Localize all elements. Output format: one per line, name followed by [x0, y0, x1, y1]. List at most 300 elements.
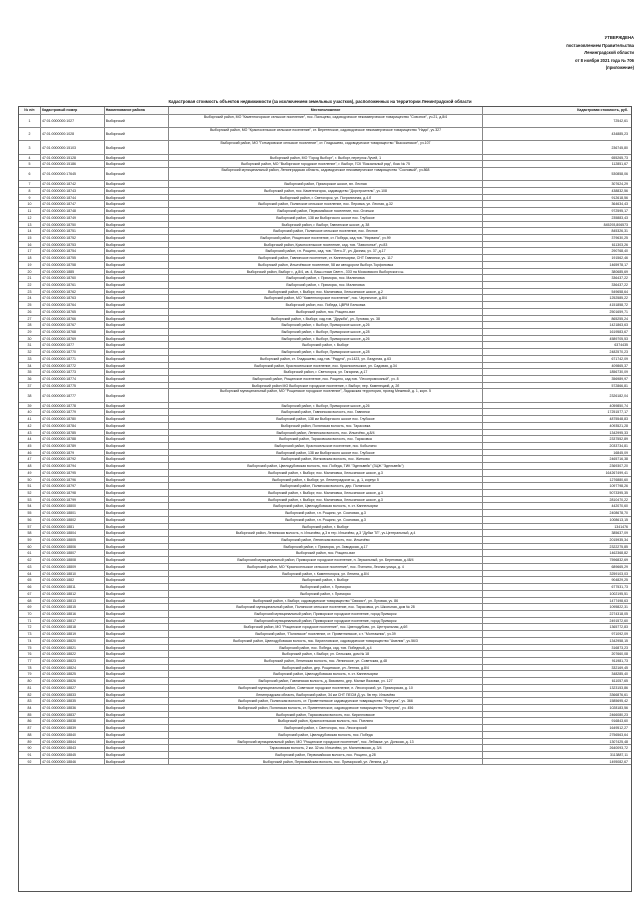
- cell-location: Выборгский район, г. Приморск, пос. Малиновка: [169, 275, 484, 281]
- cell-cadastral: 47:01:0000000:18823: [41, 658, 105, 664]
- cell-value: 2756563,64: [609, 732, 628, 737]
- cell-no: 47: [19, 456, 41, 462]
- cell-no: 33: [19, 356, 41, 362]
- cell-district: Выборгский: [105, 275, 169, 281]
- table-row: [19, 235, 631, 242]
- cell-cadastral: 47:01:0000000:18795: [41, 470, 105, 476]
- table-row: [19, 638, 631, 645]
- table-row: [19, 248, 631, 255]
- approval-line-1: УТВЕРЖДЕНА: [604, 35, 634, 40]
- cell-district: Выборгский: [105, 685, 169, 691]
- cell-no: 32: [19, 349, 41, 355]
- cell-value: 5073395,35: [609, 491, 628, 495]
- cell-location: Выборгский муниципальный район, МО "Рощинское городское поселение", пос. Лебяжье, ул. Донская, д. 13: [169, 739, 484, 745]
- cell-location: Выборгский район, г. Выборг: [169, 577, 484, 583]
- cell-value: 1462368,82: [609, 551, 628, 556]
- cell-cadastral: 47:01:0000000:18810: [41, 571, 105, 577]
- cell-district: Выборгский: [105, 497, 169, 503]
- cell-location: Выборгский район, г. Выборг, пос. Малиновка, Хельсинское шоссе, д.2: [169, 289, 484, 295]
- cell-location: Выборгский муниципальный район, Полянское сельское поселение, пос. Тарасовка, ул. Школьная, дом № 28: [169, 604, 484, 610]
- cell-value: 385637,09: [611, 531, 628, 536]
- table-row: [19, 739, 631, 746]
- cell-cadastral: 47:01:0000000:18755: [41, 255, 105, 261]
- cell-district: Выборгский: [105, 168, 169, 180]
- table-row: [19, 557, 631, 564]
- table-row: [19, 336, 631, 343]
- cell-district: Выборгский: [105, 530, 169, 536]
- cell-no: 18: [19, 255, 41, 261]
- cell-no: 57: [19, 524, 41, 530]
- cell-district: Выборгский: [105, 255, 169, 261]
- cell-value: 1342995,33: [609, 430, 628, 435]
- cell-district: Выборгский: [105, 436, 169, 442]
- cell-value: 2465716,38: [609, 457, 628, 462]
- table-row: [19, 712, 631, 719]
- cell-district: Выборгский: [105, 322, 169, 328]
- cell-location: Выборгский район, МО "Гончаровское сельское поселение", ст. Гладышево, садоводческое товарищество "Высокинское", уч.107: [169, 141, 484, 153]
- cell-no: 43: [19, 430, 41, 436]
- cell-cadastral: 47:01:0000000:18805: [41, 537, 105, 543]
- cell-no: 7: [19, 181, 41, 187]
- cell-district: Выборгский: [105, 248, 169, 254]
- cell-cadastral: 47:01:0000000:18837: [41, 712, 105, 718]
- cell-cadastral: 47:01:0000000:18785: [41, 430, 105, 436]
- cell-district: Выборгский: [105, 416, 169, 422]
- cell-location: Выборгский район, Ильичёвское поселение, 58 км автодороги Выборг-Торфяновка: [169, 262, 484, 268]
- cell-no: 71: [19, 618, 41, 624]
- cell-value: 530858,06: [611, 172, 628, 177]
- cell-no: 38: [19, 389, 41, 401]
- cell-no: 12: [19, 215, 41, 221]
- cell-no: 62: [19, 557, 41, 563]
- cell-cadastral: 47:01:0000000:1028: [41, 128, 105, 140]
- table-row: [19, 544, 631, 551]
- cell-value: 6374435: [614, 343, 628, 348]
- cell-no: 84: [19, 705, 41, 711]
- table-row: [19, 128, 631, 141]
- cell-no: 56: [19, 517, 41, 523]
- cell-district: Выборгский: [105, 201, 169, 207]
- cell-value: 1365772,83: [609, 625, 628, 630]
- cell-district: Выборгский: [105, 195, 169, 201]
- table-row: [19, 329, 631, 336]
- cell-cadastral: 47:01:0000000:18765: [41, 309, 105, 315]
- cell-district: Выборгский: [105, 490, 169, 496]
- cell-value: 611057,65: [611, 679, 628, 684]
- header-value: Кадастровая стоимость, руб.: [577, 108, 628, 112]
- cell-cadastral: 47:01:0000000:18844: [41, 739, 105, 745]
- cell-location: Выборгский муниципальный район, Приморское городское поселение, город Приморск: [169, 611, 484, 617]
- cell-value: 2640093,72: [609, 746, 628, 751]
- table-row: [19, 665, 631, 672]
- cell-cadastral: 47:01:0000000:18811: [41, 584, 105, 590]
- cell-location: Выборгский район, Тарасовская волость, пос. Кирилловское: [169, 712, 484, 718]
- cell-location: Выборгский район, г.п. Рощино, сад. тов. "Лето-3", ул. Дачная, уч. 37, д.17: [169, 248, 484, 254]
- cell-no: 79: [19, 671, 41, 677]
- table-row: [19, 316, 631, 323]
- table-row: [19, 524, 631, 531]
- cell-value: 72542,61: [613, 119, 628, 124]
- cell-cadastral: 47:01:0000000:18839: [41, 725, 105, 731]
- table-row: [19, 752, 631, 759]
- cell-no: 1: [19, 115, 41, 127]
- cell-value: 1649512,27: [609, 726, 628, 731]
- cell-cadastral: 47:01:0000000:1882: [41, 577, 105, 583]
- table-row: [19, 456, 631, 463]
- cell-district: Выборгский: [105, 383, 169, 389]
- cell-cadastral: 47:01:0000000:18760: [41, 275, 105, 281]
- cell-value: 4093521,28: [609, 423, 628, 428]
- cell-cadastral: 47:01:0000000:18792: [41, 456, 105, 462]
- table-row: [19, 718, 631, 725]
- cell-district: Выборгский: [105, 611, 169, 617]
- cell-value: 845293,806573: [603, 222, 628, 227]
- header-no: № п/п: [19, 107, 41, 114]
- cell-no: 91: [19, 752, 41, 758]
- cell-value: 307624,29: [611, 182, 628, 187]
- cell-location: Выборгский район, Цвелодубовская волость, пос. Победа, ТИК "Эдельвейс" (ЗЦЖ "Эдельвейс"): [169, 463, 484, 469]
- cell-location: Выборгский район, МО "Красносельское сельское поселение", пос. Пчелино, Лесная улица, д. 4: [169, 564, 484, 570]
- cell-value: 356989,97: [611, 377, 628, 382]
- cell-location: Выборгский район, 138 км Выборгского шоссе пос. Глубокое: [169, 215, 484, 221]
- cell-district: Выборгский: [105, 557, 169, 563]
- table-row: [19, 403, 631, 410]
- cell-location: Выборгский район, г. Выборг: [169, 524, 484, 530]
- cell-no: 86: [19, 718, 41, 724]
- cell-value: 1341476: [614, 524, 628, 529]
- table-body: [19, 115, 631, 765]
- cell-cadastral: 47:01:0000000:1027: [41, 115, 105, 127]
- cell-value: 1619583,67: [609, 330, 628, 334]
- table-header-row: [19, 107, 631, 115]
- cell-district: Выборгский: [105, 638, 169, 644]
- cell-cadastral: 47:01:0000000:18769: [41, 336, 105, 342]
- cell-location: Выборгский район, г. Выборг, пос. Малиновка, Хельсинское шоссе, д.3: [169, 470, 484, 476]
- cell-value: 2033734,81: [609, 443, 628, 448]
- table-row: [19, 255, 631, 262]
- cell-no: 34: [19, 363, 41, 369]
- cell-value: 3366876,61: [609, 692, 628, 697]
- cell-cadastral: 47:01:0000000:18797: [41, 483, 105, 489]
- approval-line-5: (приложение): [605, 65, 634, 71]
- cell-district: Выборгский: [105, 228, 169, 234]
- table-row: [19, 584, 631, 591]
- cell-value: 1008613,15: [609, 517, 628, 522]
- cell-location: Выборгский район, г. Приморск, пос. Малиновка: [169, 282, 484, 288]
- cell-location: Выборгский район, г. Светогорск, ул. Пограничная, д.4.б: [169, 195, 484, 201]
- table-row: [19, 409, 631, 416]
- cell-no: 82: [19, 692, 41, 698]
- cell-no: 8: [19, 188, 41, 194]
- header-district: Наименование района: [105, 107, 169, 114]
- table-row: [19, 651, 631, 658]
- cell-value: 316873,23: [611, 645, 628, 650]
- cell-district: Выборгский: [105, 477, 169, 483]
- cell-no: 73: [19, 631, 41, 637]
- cell-value: 16845,09: [613, 450, 628, 455]
- cell-location: Выборгский район, Первомайская волость, пос. Рощино, д.28: [169, 752, 484, 758]
- cell-no: 19: [19, 262, 41, 268]
- table-row: [19, 376, 631, 383]
- cell-cadastral: 47:01:0000000:18845: [41, 752, 105, 758]
- cell-location: Выборгский район, г. Каменногорск, ул. Ленина, д.8/4: [169, 571, 484, 577]
- cell-district: Выборгский: [105, 349, 169, 355]
- cell-location: Выборгский район, Цвелодубовская волость, пос. Победа: [169, 732, 484, 738]
- cell-cadastral: 47:01:0000000:18770: [41, 349, 105, 355]
- cell-no: 37: [19, 383, 41, 389]
- cell-no: 16: [19, 242, 41, 248]
- cell-cadastral: 47:01:0000000:18798: [41, 490, 105, 496]
- cell-cadastral: 47:01:0000000:18778: [41, 403, 105, 409]
- cell-no: 90: [19, 745, 41, 751]
- cell-value: 911981,73: [611, 658, 628, 663]
- table-row: [19, 430, 631, 437]
- cell-value: 1585695,42: [609, 699, 628, 704]
- cell-district: Выборгский: [105, 718, 169, 724]
- cell-cadastral: 47:01:0000000:18773: [41, 369, 105, 375]
- cell-value: 2466080,23: [609, 712, 628, 717]
- cell-value: 912618,56: [611, 195, 628, 200]
- cell-district: Выборгский: [105, 181, 169, 187]
- cell-cadastral: 47:01:0000000:18806: [41, 544, 105, 550]
- table-row: [19, 624, 631, 631]
- cell-value: 207660,08: [611, 652, 628, 657]
- cell-district: Выборгский: [105, 577, 169, 583]
- table-row: [19, 181, 631, 188]
- cell-location: Выборгский район, Ленинская волость, пос. Ильичёво: [169, 537, 484, 543]
- cell-no: 17: [19, 248, 41, 254]
- cell-no: 55: [19, 510, 41, 516]
- cell-cadastral: 47:01:0000000:18768: [41, 329, 105, 335]
- cell-value: 845326,31: [611, 229, 628, 234]
- cell-location: Выборгский район, пос. Победа, ЦВРМ Белковка: [169, 302, 484, 308]
- cell-location: Выборгский район, Гавнинская волость, пос. Гавнинки: [169, 409, 484, 415]
- cell-location: Выборгский район, Цвелодубовская волость, п. ст. Каннельярви: [169, 503, 484, 509]
- table-row: [19, 671, 631, 678]
- table-row: [19, 389, 631, 402]
- table-row: [19, 483, 631, 490]
- cell-district: Выборгский: [105, 678, 169, 684]
- cell-cadastral: 47:01:0000000:18819: [41, 631, 105, 637]
- cell-no: 2: [19, 128, 41, 140]
- cell-district: Выборгский: [105, 363, 169, 369]
- cell-cadastral: 47:01:0000000:18750: [41, 222, 105, 228]
- table-row: [19, 745, 631, 752]
- cell-cadastral: 47:01:0000000:18754: [41, 248, 105, 254]
- cell-value: 2491572,60: [609, 618, 628, 623]
- cell-no: 63: [19, 564, 41, 570]
- cell-value: 671742,09: [611, 356, 628, 361]
- cell-value: 3113887,11: [610, 753, 628, 758]
- cell-district: Выборгский: [105, 188, 169, 194]
- cell-no: 31: [19, 342, 41, 348]
- cell-cadastral: 47:01:0000000:18821: [41, 645, 105, 651]
- cell-no: 52: [19, 490, 41, 496]
- cell-value: 1421863,63: [609, 323, 628, 328]
- cell-cadastral: 47:01:0000000:18813: [41, 598, 105, 604]
- cell-location: Выборгский район, Красносельское поселение, пос. Красносельское, ул. Садовая, д.34: [169, 363, 484, 369]
- cell-district: Выборгский: [105, 537, 169, 543]
- cell-location: Выборгский район, Выборг г., д.8/4, кв. 4, Ваш-отзыв Светл., ЗЗЗ на Московского Выборгского ш.: [169, 269, 484, 275]
- cell-no: 9: [19, 195, 41, 201]
- approval-line-4: от 8 ноября 2021 года № 706: [575, 57, 634, 63]
- cell-location: Выборгский район, г. Выборг: [169, 342, 484, 348]
- cell-value: 2326182,04: [609, 393, 628, 398]
- cell-value: 4059850,74: [609, 403, 628, 408]
- cell-value: 1095822,31: [609, 605, 628, 610]
- table-row: [19, 550, 631, 557]
- cell-value: 2810470,22: [609, 497, 628, 502]
- cell-location: Выборгский район, Первомайское поселение, пос. Огоньки: [169, 208, 484, 214]
- table-row: [19, 611, 631, 618]
- cell-no: 4: [19, 155, 41, 161]
- cell-no: 20: [19, 269, 41, 275]
- cell-district: Выборгский: [105, 269, 169, 275]
- cell-value: 336437,22: [611, 276, 628, 281]
- cell-district: Выборгский: [105, 342, 169, 348]
- cell-district: Выборгский: [105, 282, 169, 288]
- cell-value: 438832,56: [611, 188, 628, 193]
- cell-district: Выборгский: [105, 376, 169, 382]
- cell-cadastral: 47:01:0000000:18812: [41, 591, 105, 597]
- table-row: [19, 503, 631, 510]
- cell-value: 332169,45: [611, 665, 628, 670]
- cell-value: 689665,29: [611, 564, 628, 569]
- cell-location: Выборгский район, Приморское шоссе, вл. Лесная: [169, 181, 484, 187]
- cell-cadastral: 47:01:0000000:18788: [41, 436, 105, 442]
- cell-cadastral: 47:01:0000000:18843: [41, 745, 105, 751]
- cell-district: Выборгский: [105, 423, 169, 429]
- cell-district: Выборгский: [105, 598, 169, 604]
- table-row: [19, 497, 631, 504]
- cell-value: 1856730,09: [609, 370, 628, 375]
- cell-cadastral: 47:01:0000000:18752: [41, 235, 105, 241]
- cell-district: Выборгский: [105, 591, 169, 597]
- table-row: [19, 698, 631, 705]
- cell-district: Выборгский: [105, 671, 169, 677]
- cell-location: Выборгский район, г.п. Рощино, ул. Сосновая, д.3: [169, 517, 484, 523]
- cell-cadastral: 47:01:0000000:18817: [41, 618, 105, 624]
- cell-cadastral: 47:01:0000000:18808: [41, 557, 105, 563]
- cell-cadastral: 47:01:0000000:18771: [41, 356, 105, 362]
- table-row: [19, 289, 631, 296]
- cell-value: 191562,46: [611, 256, 628, 261]
- table-row: [19, 450, 631, 457]
- cell-no: 53: [19, 497, 41, 503]
- cell-district: Выборгский: [105, 208, 169, 214]
- cell-location: Выборгский район, Цвелодубовская волость, пос. Кирилловское, садоводческое товарищество "Амелия", уч.56/3: [169, 638, 484, 644]
- cell-value: 2501659,71: [609, 309, 628, 314]
- cell-location: Выборгский район, г. Светогорск, пос. Лесогорский: [169, 725, 484, 731]
- cell-district: Выборгский: [105, 645, 169, 651]
- cell-location: Выборгский район, Гавнинское поселение, ст. Каннельярви, СНТ Гавнинки, уч. 117: [169, 255, 484, 261]
- cell-location: Выборгский район, Цвелодубовская волость, п. ст. Каннельярви: [169, 671, 484, 677]
- cell-location: Выборгский район, Рощинское поселение, пос. Рощино, сад.тов. "Лесопромхозный", уч. 8: [169, 376, 484, 382]
- cell-no: 35: [19, 369, 41, 375]
- cell-no: 75: [19, 645, 41, 651]
- cell-value: 2408678,70: [609, 511, 628, 516]
- cell-location: Выборгский район, пос. Победа, сад. тов. Победный, д.4: [169, 645, 484, 651]
- cell-location: Выборгский район, пос. Каменногорск, садоводство "Дорстроитель", уч.108: [169, 188, 484, 194]
- cell-district: Выборгский: [105, 564, 169, 570]
- cell-district: Выборгский: [105, 316, 169, 322]
- cell-value: 3259103,03: [609, 571, 628, 576]
- table-row: [19, 322, 631, 329]
- table-row: [19, 208, 631, 215]
- cell-location: Выборгский район, Полянская волость, ст. Приветнинское, садоводческое товарищество "Фортуна", уч. 456: [169, 705, 484, 711]
- cell-value: 112851,67: [611, 162, 628, 167]
- cell-cadastral: 47:01:0000000:18747: [41, 201, 105, 207]
- cell-no: 50: [19, 477, 41, 483]
- table-row: [19, 201, 631, 208]
- cell-no: 24: [19, 295, 41, 301]
- cell-location: Выборгский муниципальный район, МО "Рощинское городское поселение", Ладожская территория, проезд Межевой, д. 1, корп. 5: [169, 389, 484, 401]
- table-row: [19, 295, 631, 302]
- cell-cadastral: 47:01:0000000:18764: [41, 302, 105, 308]
- cell-district: Выборгский: [105, 430, 169, 436]
- cell-no: 5: [19, 161, 41, 167]
- cell-cadastral: 47:01:0000000:1881: [41, 524, 105, 530]
- table-row: [19, 591, 631, 598]
- cell-location: Выборгский район, Рощинское поселение, ст. Победа, сад.тов. "Нирвана", уч.99: [169, 235, 484, 241]
- cell-cadastral: 47:01:0000000:18796: [41, 477, 105, 483]
- cell-cadastral: 47:01:0000000:17645: [41, 168, 105, 180]
- cell-district: Выборгский: [105, 295, 169, 301]
- table-row: [19, 537, 631, 544]
- cell-cadastral: 47:01:0000000:18743: [41, 188, 105, 194]
- table-row: [19, 309, 631, 316]
- table-row: [19, 477, 631, 484]
- cell-district: Выборгский: [105, 571, 169, 577]
- cell-cadastral: 47:01:0000000:18809: [41, 564, 105, 570]
- cell-value: 1028183,56: [609, 706, 628, 710]
- cell-cadastral: 47:01:0000000:1879: [41, 450, 105, 456]
- cell-district: Выборгский: [105, 409, 169, 415]
- cell-value: 2015935,34: [609, 538, 628, 543]
- cell-value: 290768,40: [611, 249, 628, 254]
- cell-location: Выборгский район, Ленинская волость, пос. Ленинское, ул. Советская, д.48: [169, 658, 484, 664]
- cell-cadastral: 47:01:0000000:18800: [41, 503, 105, 509]
- cell-no: 15: [19, 235, 41, 241]
- cell-value: 1342958,15: [609, 638, 628, 643]
- cell-no: 29: [19, 329, 41, 335]
- cell-district: Выборгский: [105, 470, 169, 476]
- cell-location: Тарасовская волость, 2 км. 32 км. Ильичёво, ул. Малиновская, д. 3/4: [169, 745, 484, 751]
- cell-cadastral: 47:01:0000000:18780: [41, 416, 105, 422]
- cell-cadastral: 47:01:0000000:18779: [41, 409, 105, 415]
- cell-district: Выборгский: [105, 215, 169, 221]
- table-row: [19, 161, 631, 168]
- cell-district: Выборгский: [105, 658, 169, 664]
- cell-cadastral: 47:01:0000000:1877: [41, 342, 105, 348]
- cell-value: 4875548,83: [609, 417, 628, 422]
- cell-district: Выборгский: [105, 450, 169, 456]
- cell-cadastral: 47:01:0000000:18802: [41, 517, 105, 523]
- cell-no: 61: [19, 550, 41, 556]
- cell-location: Выборгский район, Полянское сельское поселение, пос. Лесное: [169, 228, 484, 234]
- cell-cadastral: 47:01:0000000:18753: [41, 242, 105, 248]
- table-row: [19, 363, 631, 370]
- cell-district: Выборгский: [105, 443, 169, 449]
- cell-value: 1495082,67: [609, 759, 628, 764]
- cell-no: 85: [19, 712, 41, 718]
- cell-no: 69: [19, 604, 41, 610]
- table-row: [19, 517, 631, 524]
- cell-no: 21: [19, 275, 41, 281]
- cell-no: 25: [19, 302, 41, 308]
- cell-cadastral: 47:01:0000000:18794: [41, 463, 105, 469]
- table-row: [19, 658, 631, 665]
